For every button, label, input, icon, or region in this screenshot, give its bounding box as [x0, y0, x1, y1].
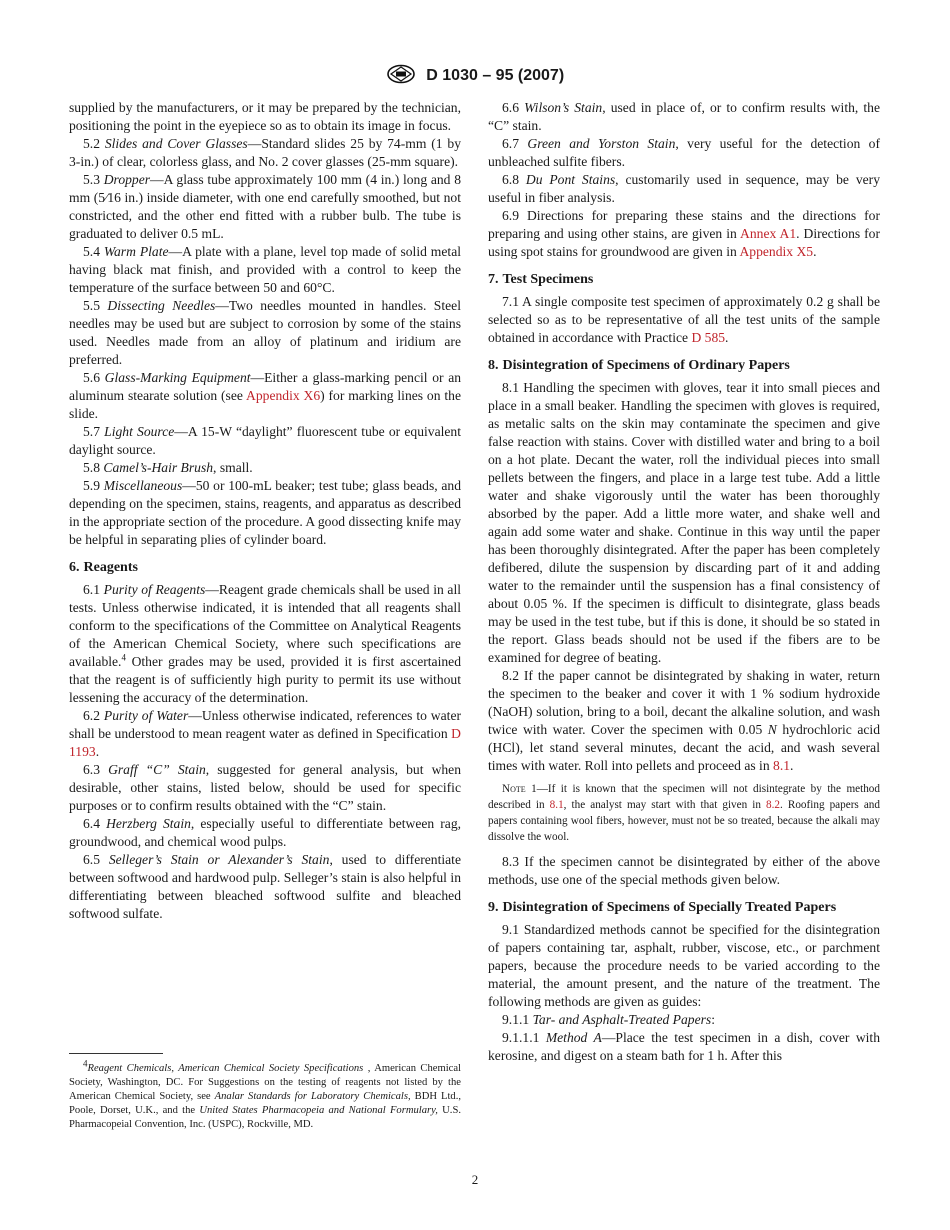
section-5-2: 5.2 Slides and Cover Glasses—Standard slides 25 by 74-mm (1 by 3-in.) of clear, colorless glass, and No. 2 cover glasses (25-mm square).: [69, 136, 461, 169]
section-8-3: 8.3 If the specimen cannot be disintegrated by either of the above methods, use one of the special methods given below.: [488, 854, 880, 887]
section-9-1-1-1: 9.1.1.1 Method A—Place the test specimen in a dish, cover with kerosine, and digest on a steam bath for 1 h. After this: [488, 1030, 881, 1063]
d585-link[interactable]: D 585: [691, 330, 726, 345]
section-8-1: 8.1 Handling the specimen with gloves, tear it into small pieces and place in a small beaker. Handling the specimen with gloves is required, as metalic salts on the skin may contaminate the specimen and give false reaction with stains. Cover with distilled water and bring to a boil on a hot plate. Decant the water, roll the individual pieces into small pellets between the fingers, and place in a large test tube. Add a little water and shake vigorously until the water has been thoroughly absorbed by the paper. Add a little more water, and shake well and again add some water and shake. Continue in this way until the paper has been thoroughly disintegrated. After the paper has been completely defibered, dilute the suspension by discarding part of it and adding water to the remainder until the suspension has a final consistency of about 0.05 %. If the specimen is difficult to disintegrate, glass beads may be used in the test tube, but if this is done, it should be so stated in the report. Glass beads should not be used if the fibers are to be examined for degree of beating.: [488, 380, 880, 665]
annex-a1-link[interactable]: Annex A1: [740, 226, 797, 241]
section-6-5: 6.5 Selleger’s Stain or Alexander’s Stain, used to differentiate between softwood and hardwood pulp. Selleger’s stain is also helpful in differentiating between bleached softwood sulfite and bleached softwood sulfate.: [69, 852, 461, 921]
section-8-2: 8.2 If the paper cannot be disintegrated by shaking in water, return the specimen to the beaker and cover it with 1 % sodium hydroxide (NaOH) solution, bring to a boil, decant the alkaline solution, and wash twice with water. Cover the specimen with 0.05 N hydrochloric acid (HCl), let stand several minutes, decant the acid, and wash several times with water. Roll into pellets and proceed as in 8.1.: [488, 668, 880, 773]
appendix-x5-link[interactable]: Appendix X5: [739, 244, 814, 259]
heading-9: 9. Disintegration of Specimens of Specially Treated Papers: [488, 900, 837, 915]
paragraph-intro: supplied by the manufacturers, or it may be prepared by the technician, positioning the point in the eyepiece so as to obtain its image in focus.: [69, 100, 461, 133]
section-6-9: 6.9 Directions for preparing these stains and the directions for preparing and using other stains, are given in Annex A1. Directions for using spot stains for groundwood are given in Appendix X5.: [488, 208, 880, 259]
footnote-4: $^4$Reagent Chemicals, American Chemical Society Specifications , American Chemical Society, Washington, DC. For Suggestions on the testing of reagents not listed by the American Chemical Society, see Analar Standards for Laboratory Chemicals, BDH Ltd., Poole, Dorset, U.K., and the United States Pharmacopeia and National Formulary, U.S. Pharmacopeial Convention, Inc. (USPC), Rockville, MD.: [69, 1058, 462, 1130]
heading-6: 6. Reagents: [69, 560, 138, 575]
footnote-ref: 4: [121, 652, 126, 663]
section-8-1-link[interactable]: 8.1: [773, 758, 791, 773]
section-7-1: 7.1 A single composite test specimen of approximately 0.2 g shall be selected so as to be representative of all the test units of the sample obtained in accordance with Practice D 585.: [488, 294, 880, 345]
footnote-divider: [69, 1053, 163, 1054]
section-6-8: 6.8 Du Pont Stains, customarily used in sequence, may be very useful in fiber analysis.: [488, 172, 880, 205]
section-5-4: 5.4 Warm Plate—A plate with a plane, level top made of solid metal having black mat finish, and provided with a control to keep the temperature of the surface between 50 and 60°C.: [69, 244, 462, 295]
section-5-8: 5.8 Camel’s-Hair Brush, small.: [83, 460, 253, 475]
note-1: Note 1—If it is known that the specimen will not disintegrate by the method described in 8.1, the analyst may start with that given in 8.2. Roofing papers and papers containing wool fibers, however, must not be so treated, because the alkali may dissolve the wool.: [488, 783, 880, 843]
heading-8: 8. Disintegration of Specimens of Ordinary Papers: [488, 358, 790, 373]
section-5-5: 5.5 Dissecting Needles—Two needles mounted in handles. Steel needles may be used but are subject to corrosion by some of the stains used. Needles made from an alloy of platinum and iridium are preferred.: [69, 298, 461, 367]
section-9-1: 9.1 Standardized methods cannot be specified for the disintegration of papers containing tar, asphalt, rubber, viscose, etc., or parchment papers, because the procedure needs to be varied according to the material, the amount present, and the nature of the treatment. The following methods are given as guides:: [488, 922, 880, 1009]
section-6-6: 6.6 Wilson’s Stain, used in place of, or to confirm results with, the “C” stain.: [488, 100, 881, 133]
section-6-1: 6.1 Purity of Reagents—Reagent grade chemicals shall be used in all tests. Unless otherwise indicated, it is intended that all reagents shall conform to the specifications of the Committee on Analytical Reagents of the American Chemical Society, where such specifications are available.$^4$ Other grades may be used, provided it is first ascertained that the reagent is of sufficiently high purity to permit its use without lessening the accuracy of the determination.: [69, 582, 461, 705]
section-5-9: 5.9 Miscellaneous—50 or 100-mL beaker; test tube; glass beads, and depending on the specimen, stains, reagents, and apparatus as described in the appropriate section of the procedure. A good dissecting knife may be helpful in separating plies of cylinder board.: [69, 478, 462, 547]
section-9-1-1: 9.1.1 Tar- and Asphalt-Treated Papers:: [502, 1012, 715, 1027]
section-5-3: 5.3 Dropper—A glass tube approximately 100 mm (4 in.) long and 8 mm (5⁄16 in.) inside diameter, with one end carefully smoothed, but not constricted, and the other end fitted with a rubber bulb. The tube is graduated to deliver 0.5 mL.: [69, 172, 461, 241]
section-5-6: 5.6 Glass-Marking Equipment—Either a glass-marking pencil or an aluminum stearate solution (see Appendix X6) for marking lines on the slide.: [69, 370, 462, 421]
heading-7: 7. Test Specimens: [488, 272, 594, 287]
note-section-8-2-link[interactable]: 8.2: [766, 799, 781, 811]
note-section-8-1-link[interactable]: 8.1: [549, 799, 564, 811]
document-designation: D 1030 – 95 (2007): [426, 67, 565, 84]
appendix-x6-link[interactable]: Appendix X6: [246, 388, 321, 403]
left-column: [69, 99, 461, 923]
d1193-link[interactable]: D 1193: [69, 726, 461, 759]
astm-logo-icon: [386, 64, 416, 84]
section-6-4: 6.4 Herzberg Stain, especially useful to differentiate between rag, groundwood, and chemical wood pulps.: [69, 816, 462, 849]
section-6-7: 6.7 Green and Yorston Stain, very useful for the detection of unbleached sulfite fibers.: [488, 136, 881, 169]
section-6-2: 6.2 Purity of Water—Unless otherwise indicated, references to water shall be understood to mean reagent water as defined in Specification D 1193.: [69, 708, 461, 759]
section-6-3: 6.3 Graff “C” Stain, suggested for general analysis, but when desirable, other stains, listed below, should be used for specific purposes or to confirm results obtained with the “C” stain.: [69, 762, 462, 813]
page-number: 2: [471, 1172, 479, 1187]
section-5-7: 5.7 Light Source—A 15-W “daylight” fluorescent tube or equivalent daylight source.: [69, 424, 461, 457]
right-column: [488, 99, 880, 1065]
page-header: [0, 64, 950, 86]
